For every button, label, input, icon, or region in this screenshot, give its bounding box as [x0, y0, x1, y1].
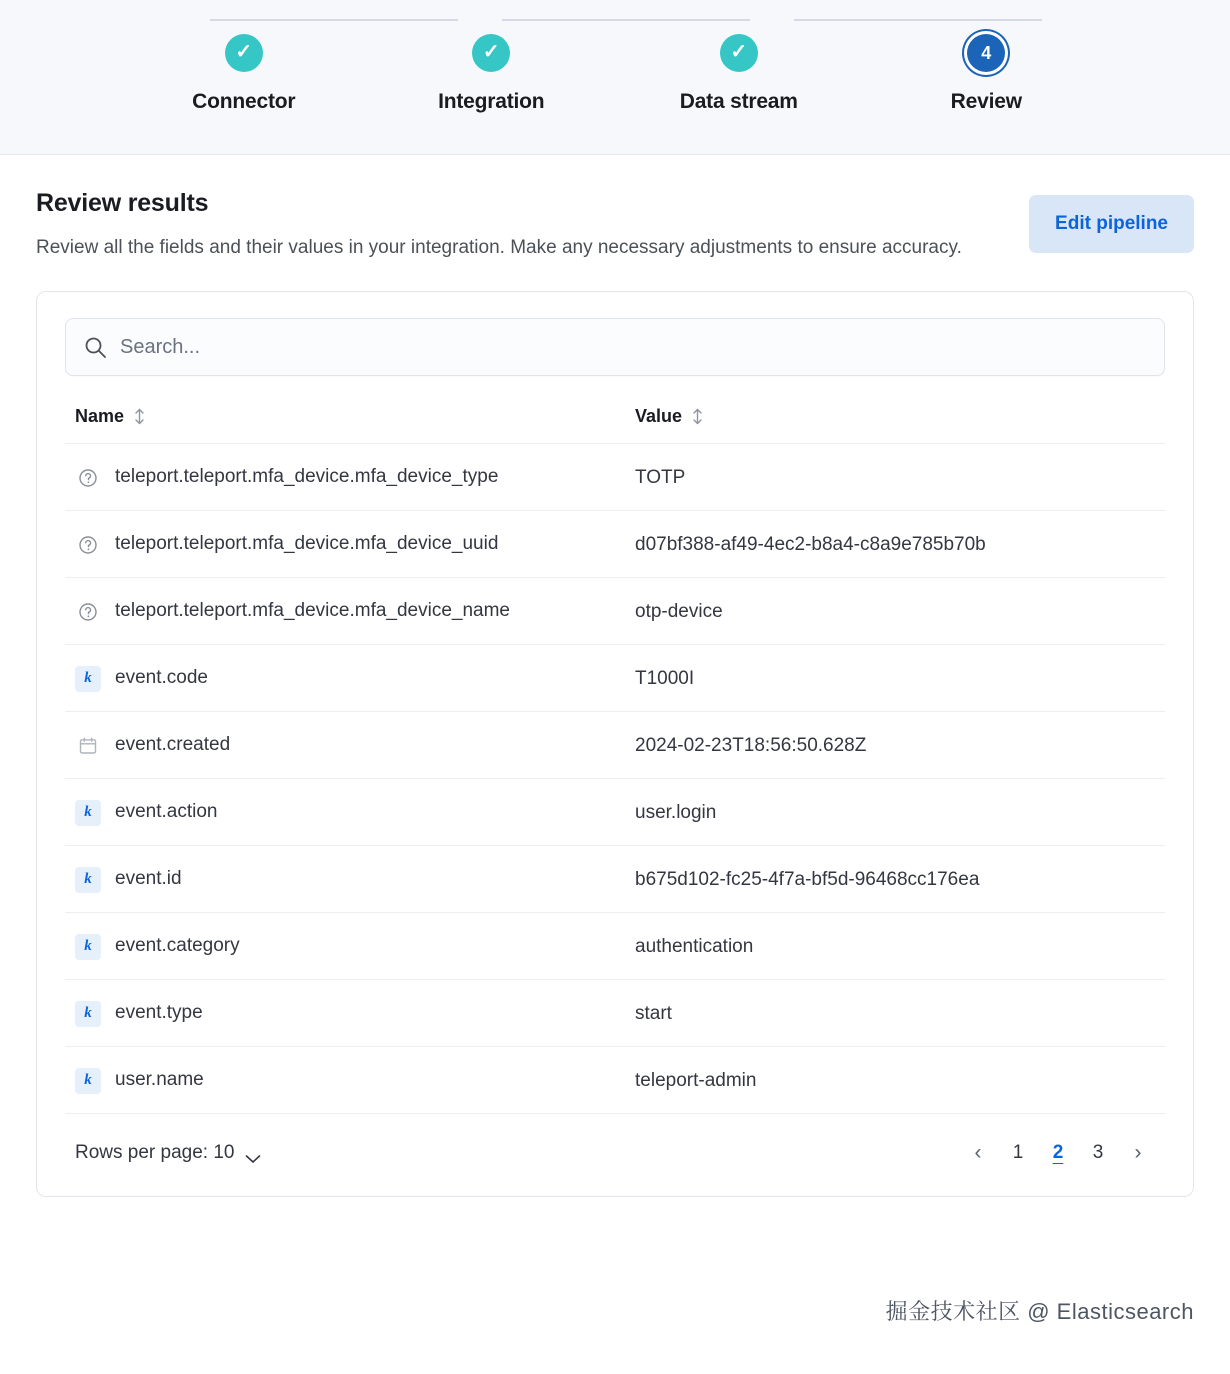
watermark: 掘金技术社区 @ Elasticsearch	[885, 1299, 1194, 1324]
pagination-page-1[interactable]: 1	[1001, 1136, 1035, 1170]
field-name: teleport.teleport.mfa_device.mfa_device_name	[115, 600, 511, 622]
stepper-connector-2	[502, 19, 750, 21]
step-connector-label: Connector	[192, 90, 296, 113]
pagination-next[interactable]: ›	[1121, 1136, 1155, 1170]
field-value: teleport-admin	[625, 1047, 1165, 1114]
step-review-marker	[967, 34, 1005, 72]
check-icon: ✓	[730, 41, 748, 63]
field-name: event.id	[115, 868, 182, 890]
fields-table-body	[65, 444, 1165, 1114]
calendar-icon	[75, 733, 101, 759]
field-value: T1000I	[625, 645, 1165, 712]
question-mark-icon	[75, 465, 101, 491]
field-name: teleport.teleport.mfa_device.mfa_device_uuid	[115, 533, 499, 555]
table-row	[65, 913, 1165, 980]
keyword-icon: k	[75, 1068, 101, 1094]
column-header-value[interactable]	[625, 400, 1165, 444]
keyword-icon: k	[75, 800, 101, 826]
step-connector-marker	[225, 34, 263, 72]
field-name: user.name	[115, 1069, 204, 1091]
chevron-down-icon	[245, 1148, 261, 1158]
table-row	[65, 846, 1165, 913]
field-value: otp-device	[625, 578, 1165, 645]
step-integration-label: Integration	[438, 90, 545, 113]
field-value: d07bf388-af49-4ec2-b8a4-c8a9e785b70b	[625, 511, 1165, 578]
column-header-name[interactable]	[65, 400, 625, 444]
table-row	[65, 980, 1165, 1047]
field-name: event.created	[115, 734, 231, 756]
pagination	[961, 1136, 1155, 1170]
field-value: start	[625, 980, 1165, 1047]
page-title: Review results	[36, 189, 209, 217]
field-value: TOTP	[625, 444, 1165, 511]
table-row	[65, 578, 1165, 645]
step-connector[interactable]	[120, 34, 368, 114]
field-value: b675d102-fc25-4f7a-bf5d-96468cc176ea	[625, 846, 1165, 913]
rows-per-page-select[interactable]	[75, 1142, 261, 1164]
sort-icon[interactable]	[133, 408, 146, 425]
headline-row	[36, 189, 1194, 263]
rows-per-page-label: Rows per page: 10	[75, 1142, 235, 1164]
step-number: 4	[981, 43, 992, 63]
field-value: user.login	[625, 779, 1165, 846]
check-icon: ✓	[482, 41, 500, 63]
stepper-connector-3	[794, 19, 1042, 21]
fields-table-head	[65, 400, 1165, 444]
field-name: event.action	[115, 801, 218, 823]
pagination-page-3[interactable]: 3	[1081, 1136, 1115, 1170]
question-mark-icon	[75, 532, 101, 558]
keyword-icon: k	[75, 934, 101, 960]
step-data-stream[interactable]	[615, 34, 863, 114]
table-row	[65, 1047, 1165, 1114]
field-value: authentication	[625, 913, 1165, 980]
table-row	[65, 779, 1165, 846]
table-header-row	[65, 400, 1165, 444]
sort-icon[interactable]	[691, 408, 704, 425]
fields-panel	[36, 291, 1194, 1197]
table-row	[65, 444, 1165, 511]
table-footer	[65, 1114, 1165, 1196]
check-icon: ✓	[235, 41, 253, 63]
step-data-stream-label: Data stream	[679, 90, 798, 113]
step-integration[interactable]	[368, 34, 616, 114]
column-header-value-label: Value	[635, 406, 683, 427]
main-content	[0, 155, 1230, 1197]
question-mark-icon	[75, 599, 101, 625]
pagination-prev[interactable]: ‹	[961, 1136, 995, 1170]
field-name: teleport.teleport.mfa_device.mfa_device_type	[115, 466, 499, 488]
field-name: event.type	[115, 1002, 203, 1024]
keyword-icon: k	[75, 1001, 101, 1027]
table-row	[65, 712, 1165, 779]
step-data-stream-marker	[720, 34, 758, 72]
pagination-page-2[interactable]: 2	[1041, 1136, 1075, 1170]
wizard-stepper	[0, 0, 1230, 155]
table-row	[65, 511, 1165, 578]
step-review-label: Review	[950, 90, 1022, 113]
keyword-icon: k	[75, 666, 101, 692]
field-name: event.code	[115, 667, 208, 689]
step-integration-marker	[472, 34, 510, 72]
field-value: 2024-02-23T18:56:50.628Z	[625, 712, 1165, 779]
keyword-icon: k	[75, 867, 101, 893]
step-review[interactable]	[863, 34, 1111, 114]
search-bar	[65, 318, 1165, 376]
fields-table	[65, 400, 1165, 1114]
page-description: Review all the fields and their values in your integration. Make any necessary adjustments to ensure accuracy.	[36, 237, 962, 258]
column-header-name-label: Name	[75, 406, 125, 427]
edit-pipeline-button[interactable]: Edit pipeline	[1029, 195, 1194, 253]
stepper-connector-1	[210, 19, 458, 21]
search-input[interactable]	[65, 318, 1165, 376]
headline-text-block	[36, 189, 962, 263]
table-row	[65, 645, 1165, 712]
field-name: event.category	[115, 935, 240, 957]
